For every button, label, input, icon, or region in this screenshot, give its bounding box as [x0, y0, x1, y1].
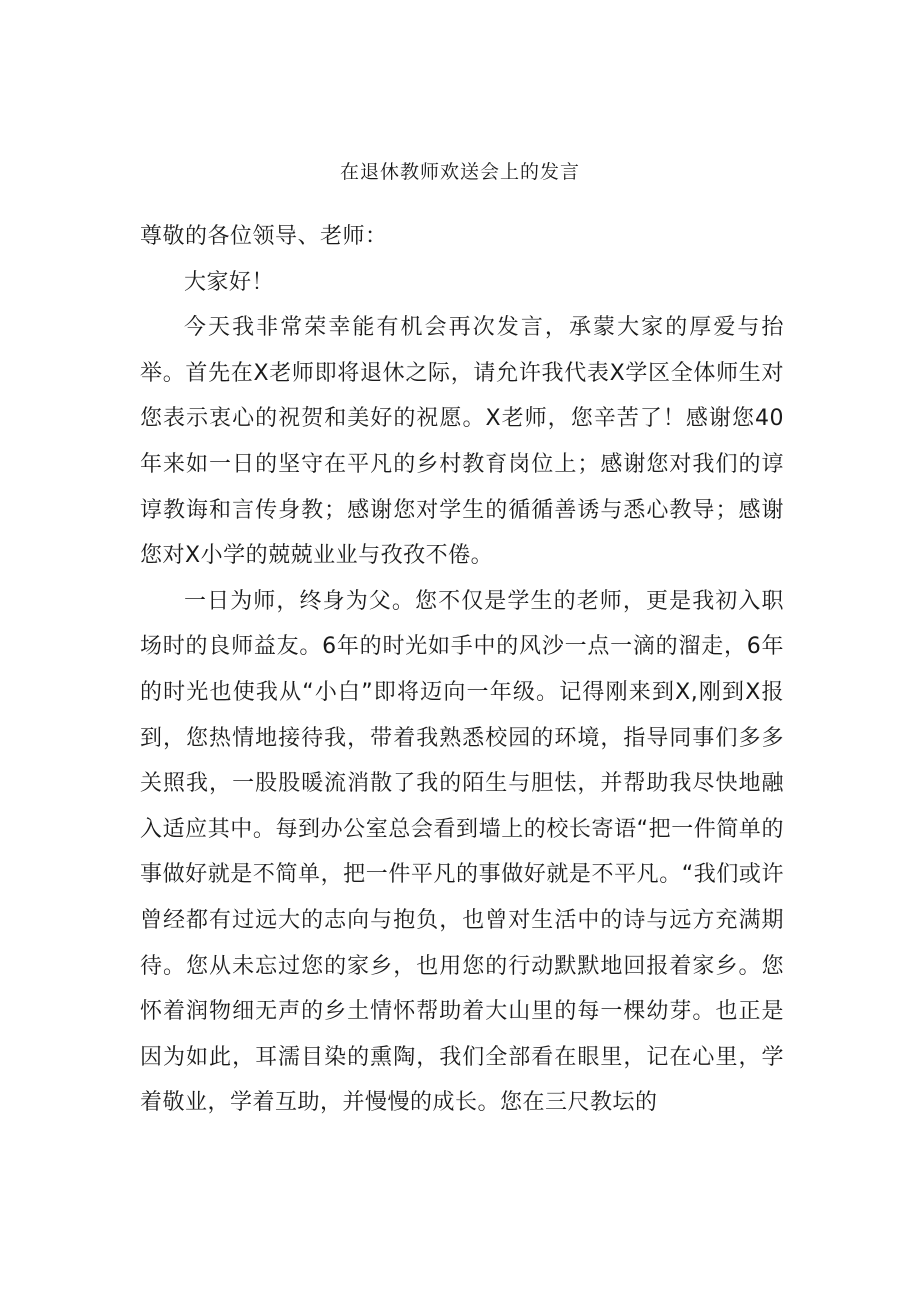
paragraph-1: 今天我非常荣幸能有机会再次发言，承蒙大家的厚爱与抬举。首先在X老师即将退休之际，请允许我代表X学区全体师生对您表示衷心的祝贺和美好的祝愿。X老师，您辛苦了！感谢您40年来如一日的坚守在平凡的乡村教育岗位上；感谢您对我们的谆谆教诲和言传身教；感谢您对学生的循循善诱与悉心教导；感谢您对X小学的兢兢业业与孜孜不倦。	[140, 315, 784, 569]
document-body	[140, 214, 784, 1126]
paragraph-2: 一日为师，终身为父。您不仅是学生的老师，更是我初入职场时的良师益友。6年的时光如手中的风沙一点一滴的溜走，6年的时光也使我从“小白”即将迈向一年级。记得刚来到X,刚到X报到，您热情地接待我，带着我熟悉校园的环境，指导同事们多多关照我，一股股暖流消散了我的陌生与胆怯，并帮助我尽快地融入适应其中。每到办公室总会看到墙上的校长寄语“把一件简单的事做好就是不简单，把一件平凡的事做好就是不平凡。“我们或许曾经都有过远大的志向与抱负，也曾对生活中的诗与远方充满期待。您从未忘过您的家乡，也用您的行动默默地回报着家乡。您怀着润物细无声的乡土情怀帮助着大山里的每一棵幼芽。也正是因为如此，耳濡目染的熏陶，我们全部看在眼里，记在心里，学着敬业，学着互助，并慢慢的成长。您在三尺教坛的	[140, 588, 784, 1116]
greeting: 大家好！	[184, 269, 275, 295]
document-title: 在退休教师欢送会上的发言	[339, 161, 580, 183]
salutation: 尊敬的各位领导、老师：	[140, 224, 388, 249]
